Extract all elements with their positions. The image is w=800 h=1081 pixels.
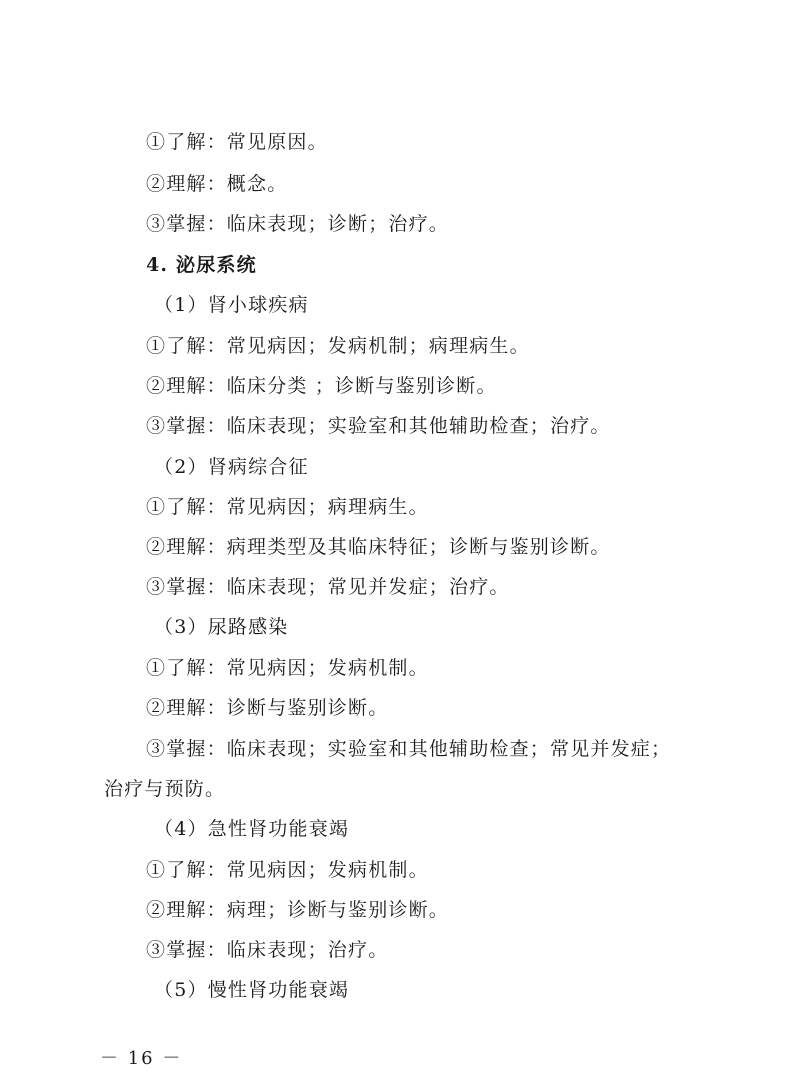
subsection-heading: （1）肾小球疾病: [154, 294, 309, 316]
text-line: ②理解：病理；诊断与鉴别诊断。: [146, 899, 450, 921]
text-line: ①了解：常见病因；发病机制。: [146, 859, 429, 881]
text-line: ②理解：诊断与鉴别诊断。: [146, 697, 389, 719]
subsection-heading: （5）慢性肾功能衰竭: [154, 979, 350, 1001]
text-line: ①了解：常见病因；发病机制；病理病生。: [146, 335, 530, 357]
subsection-heading: （2）肾病综合征: [154, 456, 309, 478]
text-line: ①了解：常见病因；病理病生。: [146, 496, 429, 518]
subsection-heading: （4）急性肾功能衰竭: [154, 818, 350, 840]
text-line: ③掌握：临床表现；实验室和其他辅助检查；治疗。: [146, 415, 611, 437]
text-line: ②理解：临床分类 ；诊断与鉴别诊断。: [146, 375, 497, 397]
text-line: ①了解：常见原因。: [146, 131, 328, 153]
text-line: ③掌握：临床表现；治疗。: [146, 939, 389, 961]
text-line: ③掌握：临床表现；常见并发症；治疗。: [146, 576, 510, 598]
text-line: ①了解：常见病因；发病机制。: [146, 657, 429, 679]
text-line: ③掌握：临床表现；实验室和其他辅助检查；常见并发症；: [146, 738, 672, 760]
subsection-heading: （3）尿路感染: [154, 616, 289, 638]
page-number: － 16 －: [100, 1048, 183, 1069]
text-line: ②理解：病理类型及其临床特征；诊断与鉴别诊断。: [146, 536, 611, 558]
section-heading: 4. 泌尿系统: [146, 254, 257, 276]
text-line: ②理解：概念。: [146, 173, 288, 195]
text-line-continuation: 治疗与预防。: [104, 778, 226, 800]
text-line: ③掌握：临床表现；诊断；治疗。: [146, 213, 450, 235]
